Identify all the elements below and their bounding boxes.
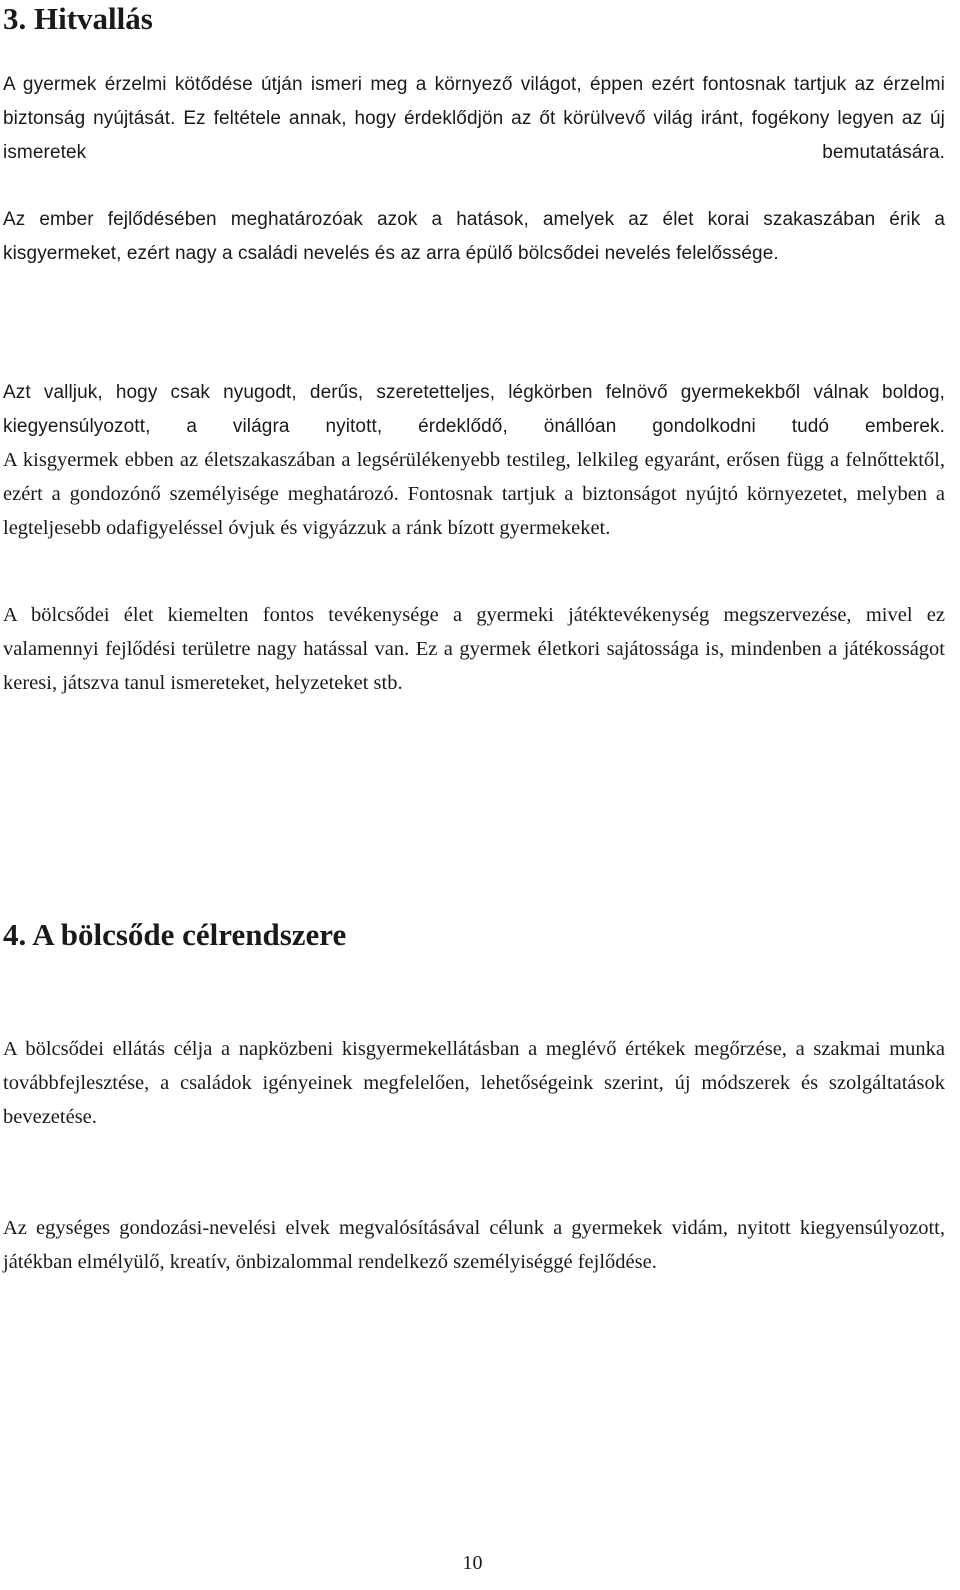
page-number: 10 (462, 1552, 483, 1574)
paragraph-hitvallas-4: A kisgyermek ebben az életszakaszában a legsérülékenyebb testileg, lelkileg egyaránt, erősen függ a felnőttektől, ezért a gondozónő személyisége meghatározó. Fontosnak tartjuk a biztonságot nyújtó környezetet, melyben a legteljesebb odafigyeléssel óvjuk és vigyázzuk a ránk bízott gyermekeket. (3, 449, 945, 539)
paragraph-celrendszer-1: A bölcsődei ellátás célja a napközbeni kisgyermekellátásban a meglévő értékek megőrzése, a szakmai munka továbbfejlesztése, a családok igényeinek megfelelően, lehetőségeink szerint, új módszerek és szolgáltatások bevezetése. (3, 1038, 945, 1128)
paragraph-celrendszer-2: Az egységes gondozási-nevelési elvek megvalósításával célunk a gyermekek vidám, nyitott kiegyensúlyozott, játékban elmélyülő, kreatív, önbizalommal rendelkező személyiséggé fejlődése. (3, 1217, 945, 1273)
paragraph-hitvallas-2: Az ember fejlődésében meghatározóak azok a hatások, amelyek az élet korai szakaszában érik a kisgyermeket, ezért nagy a családi nevelés és az arra épülő bölcsődei nevelés felelőssége. (3, 209, 945, 264)
paragraph-hitvallas-1: A gyermek érzelmi kötődése útján ismeri meg a környező világot, éppen ezért fontosnak tartjuk az érzelmi biztonság nyújtását. Ez feltétele annak, hogy érdeklődjön az őt körülvevő világ iránt, fogékony legyen az új ismeretek bemutatására. (3, 74, 945, 163)
section-heading-hitvallas: 3. Hitvallás (3, 1, 153, 36)
paragraph-hitvallas-3: Azt valljuk, hogy csak nyugodt, derűs, szeretetteljes, légkörben felnövő gyermekekből válnak boldog, kiegyensúlyozott, a világra nyitott, érdeklődő, önállóan gondolkodni tudó emberek. (3, 382, 945, 437)
paragraph-hitvallas-5: A bölcsődei élet kiemelten fontos tevékenysége a gyermeki játéktevékenység megszervezése, mivel ez valamennyi fejlődési területre nagy hatással van. Ez a gyermek életkori sajátossága is, mindenben a játékosságot keresi, játszva tanul ismereteket, helyzeteket stb. (3, 604, 945, 694)
section-heading-celrendszer: 4. A bölcsőde célrendszere (3, 917, 347, 952)
